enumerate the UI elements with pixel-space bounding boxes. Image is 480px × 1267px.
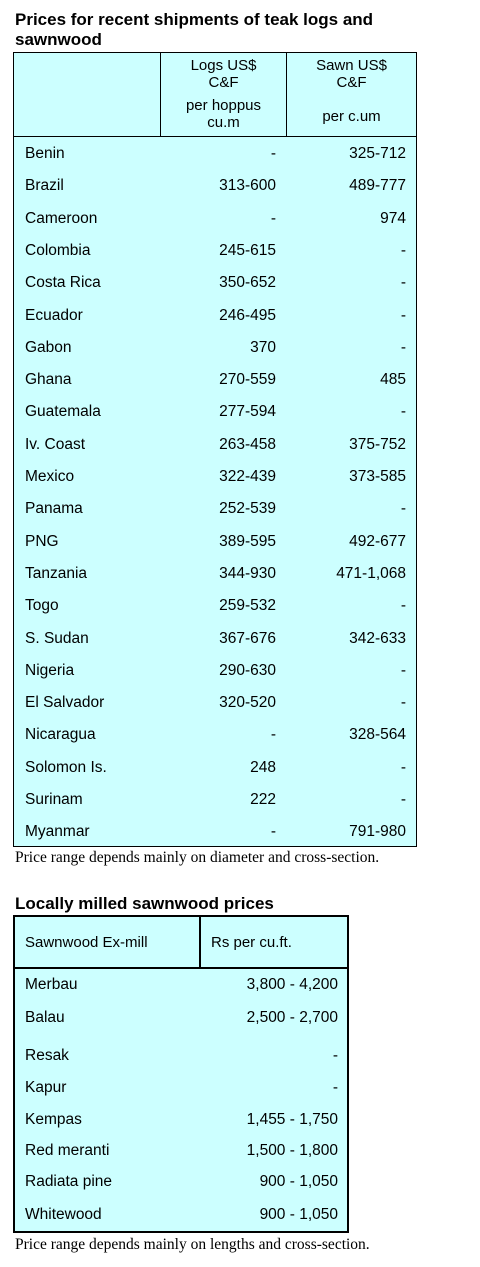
- price-cell: -: [332, 1047, 338, 1064]
- country-cell: Togo: [25, 597, 59, 615]
- country-cell: Panama: [25, 500, 83, 518]
- logs-price-cell: 320-520: [219, 694, 276, 712]
- table-row: [15, 1136, 347, 1166]
- table-row: [14, 591, 416, 623]
- country-cell: Iv. Coast: [25, 435, 86, 453]
- table-row: [15, 1003, 347, 1033]
- price-cell: 1,500 - 1,800: [246, 1142, 338, 1159]
- table-row: [14, 656, 416, 688]
- sawn-price-cell: 325-712: [349, 145, 406, 162]
- logs-price-cell: 344-930: [219, 564, 276, 582]
- wood-name-cell: Kempas: [25, 1111, 82, 1128]
- sawn-price-cell: -: [400, 694, 406, 712]
- teak-prices-table: [13, 52, 417, 847]
- logs-header-line: cu.m: [207, 114, 240, 131]
- country-cell: Nicaragua: [25, 726, 96, 744]
- country-cell: S. Sudan: [25, 629, 89, 647]
- table-row: [15, 1105, 347, 1135]
- wood-name-cell: Whitewood: [25, 1206, 102, 1223]
- table-row: [14, 559, 416, 591]
- wood-name-cell: Kapur: [25, 1079, 67, 1096]
- table-row: [14, 139, 416, 171]
- price-cell: 900 - 1,050: [259, 1206, 338, 1223]
- logs-price-cell: 252-539: [219, 500, 276, 518]
- country-cell: Nigeria: [25, 661, 75, 679]
- country-cell: PNG: [25, 532, 59, 550]
- country-cell: Solomon Is.: [25, 758, 107, 776]
- country-cell: Ecuador: [25, 306, 83, 324]
- sawn-price-cell: -: [400, 338, 406, 356]
- logs-price-cell: 222: [250, 791, 276, 808]
- logs-header-line: per hoppus: [185, 97, 262, 114]
- table-row: [14, 171, 416, 203]
- sawn-price-cell: 791-980: [349, 823, 406, 841]
- sawn-price-cell: -: [400, 500, 406, 518]
- sawn-column-header: [287, 57, 416, 91]
- logs-price-cell: 248: [250, 758, 276, 776]
- sawn-price-cell: -: [400, 306, 406, 324]
- country-cell: Brazil: [25, 177, 64, 195]
- logs-price-cell: 245-615: [219, 241, 276, 259]
- table-row: [14, 753, 416, 785]
- logs-price-cell: -: [270, 823, 276, 841]
- logs-price-cell: -: [270, 726, 276, 744]
- sawn-header-unit: per c.um: [322, 108, 381, 125]
- price-cell: -: [332, 1079, 338, 1096]
- logs-price-cell: 259-532: [219, 597, 276, 615]
- table-row: [14, 462, 416, 494]
- sawn-price-cell: 373-585: [349, 468, 406, 485]
- sawn-price-cell: 492-677: [349, 532, 406, 550]
- country-cell: Colombia: [25, 241, 91, 259]
- logs-header-line: C&F: [208, 74, 239, 91]
- sawnwood-prices-title: Locally milled sawnwood prices: [15, 894, 274, 913]
- logs-price-cell: 277-594: [219, 403, 276, 421]
- sawnwood-prices-table: [13, 915, 349, 1233]
- country-cell: Mexico: [25, 468, 75, 485]
- country-cell: Surinam: [25, 791, 83, 808]
- logs-price-cell: 290-630: [219, 661, 276, 679]
- logs-price-cell: 367-676: [219, 629, 276, 647]
- table-row: [15, 1167, 347, 1197]
- logs-price-cell: -: [270, 209, 276, 227]
- logs-price-cell: 350-652: [219, 274, 276, 292]
- sawn-price-cell: 342-633: [349, 629, 406, 647]
- sawnwood-column-header: Sawnwood Ex-mill: [25, 934, 148, 951]
- logs-price-cell: 246-495: [219, 306, 276, 324]
- logs-price-cell: 270-559: [219, 371, 276, 389]
- table-row: [14, 268, 416, 300]
- logs-price-cell: 322-439: [219, 468, 276, 485]
- sawn-price-cell: 485: [380, 371, 406, 389]
- wood-name-cell: Balau: [25, 1009, 65, 1026]
- country-cell: Ghana: [25, 371, 72, 389]
- logs-price-cell: 263-458: [219, 435, 276, 453]
- logs-price-cell: -: [270, 145, 276, 162]
- sawn-price-cell: -: [400, 241, 406, 259]
- sawn-price-cell: -: [400, 274, 406, 292]
- table-row: [14, 301, 416, 333]
- teak-prices-title: Prices for recent shipments of teak logs and sawnwood: [15, 10, 374, 49]
- price-cell: 900 - 1,050: [259, 1173, 338, 1190]
- table-row: [15, 1200, 347, 1230]
- header-divider: [199, 917, 201, 969]
- country-cell: Cameroon: [25, 209, 98, 227]
- price-cell: 2,500 - 2,700: [246, 1009, 338, 1026]
- sawn-price-cell: -: [400, 791, 406, 808]
- logs-price-cell: 370: [250, 338, 276, 356]
- table-row: [14, 817, 416, 849]
- table-row: [14, 785, 416, 817]
- country-cell: Costa Rica: [25, 274, 101, 292]
- price-column-header: Rs per cu.ft.: [211, 934, 292, 951]
- logs-price-cell: 313-600: [219, 177, 276, 195]
- logs-price-cell: 389-595: [219, 532, 276, 550]
- table-row: [14, 397, 416, 429]
- logs-header-line: Logs US$: [190, 57, 257, 74]
- sawn-price-cell: -: [400, 758, 406, 776]
- sawn-price-cell: 489-777: [349, 177, 406, 195]
- header-rule: [15, 967, 347, 969]
- table-row: [14, 430, 416, 462]
- table-row: [14, 365, 416, 397]
- header-rule: [14, 136, 416, 137]
- wood-name-cell: Resak: [25, 1047, 69, 1064]
- wood-name-cell: Merbau: [25, 976, 78, 993]
- logs-column-header: [161, 57, 286, 131]
- table-row: [14, 333, 416, 365]
- table-row: [14, 204, 416, 236]
- sawn-header-line: C&F: [336, 74, 367, 91]
- table-row: [14, 624, 416, 656]
- country-cell: Tanzania: [25, 564, 88, 582]
- table-row: [14, 720, 416, 752]
- sawn-price-cell: 974: [380, 209, 406, 227]
- sawn-price-cell: -: [400, 403, 406, 421]
- table-row: [15, 970, 347, 1000]
- wood-name-cell: Red meranti: [25, 1142, 110, 1159]
- sawn-price-cell: -: [400, 661, 406, 679]
- table-row: [14, 236, 416, 268]
- country-cell: El Salvador: [25, 694, 105, 712]
- sawn-price-cell: 328-564: [349, 726, 406, 744]
- sawn-price-cell: 375-752: [349, 435, 406, 453]
- table-row: [14, 527, 416, 559]
- wood-name-cell: Radiata pine: [25, 1173, 113, 1190]
- country-cell: Gabon: [25, 338, 72, 356]
- country-cell: Benin: [25, 145, 65, 162]
- table-row: [14, 494, 416, 526]
- table-row: [15, 1041, 347, 1071]
- country-cell: Guatemala: [25, 403, 101, 421]
- sawn-header-line: Sawn US$: [316, 57, 387, 74]
- table1-footnote: Price range depends mainly on diameter and cross-section.: [15, 849, 380, 866]
- price-cell: 1,455 - 1,750: [246, 1111, 338, 1128]
- sawn-price-cell: 471-1,068: [336, 564, 406, 582]
- country-cell: Myanmar: [25, 823, 90, 841]
- table-row: [15, 1073, 347, 1103]
- table2-footnote: Price range depends mainly on lengths and cross-section.: [15, 1236, 370, 1253]
- sawn-price-cell: -: [400, 597, 406, 615]
- price-cell: 3,800 - 4,200: [246, 976, 338, 993]
- table-row: [14, 688, 416, 720]
